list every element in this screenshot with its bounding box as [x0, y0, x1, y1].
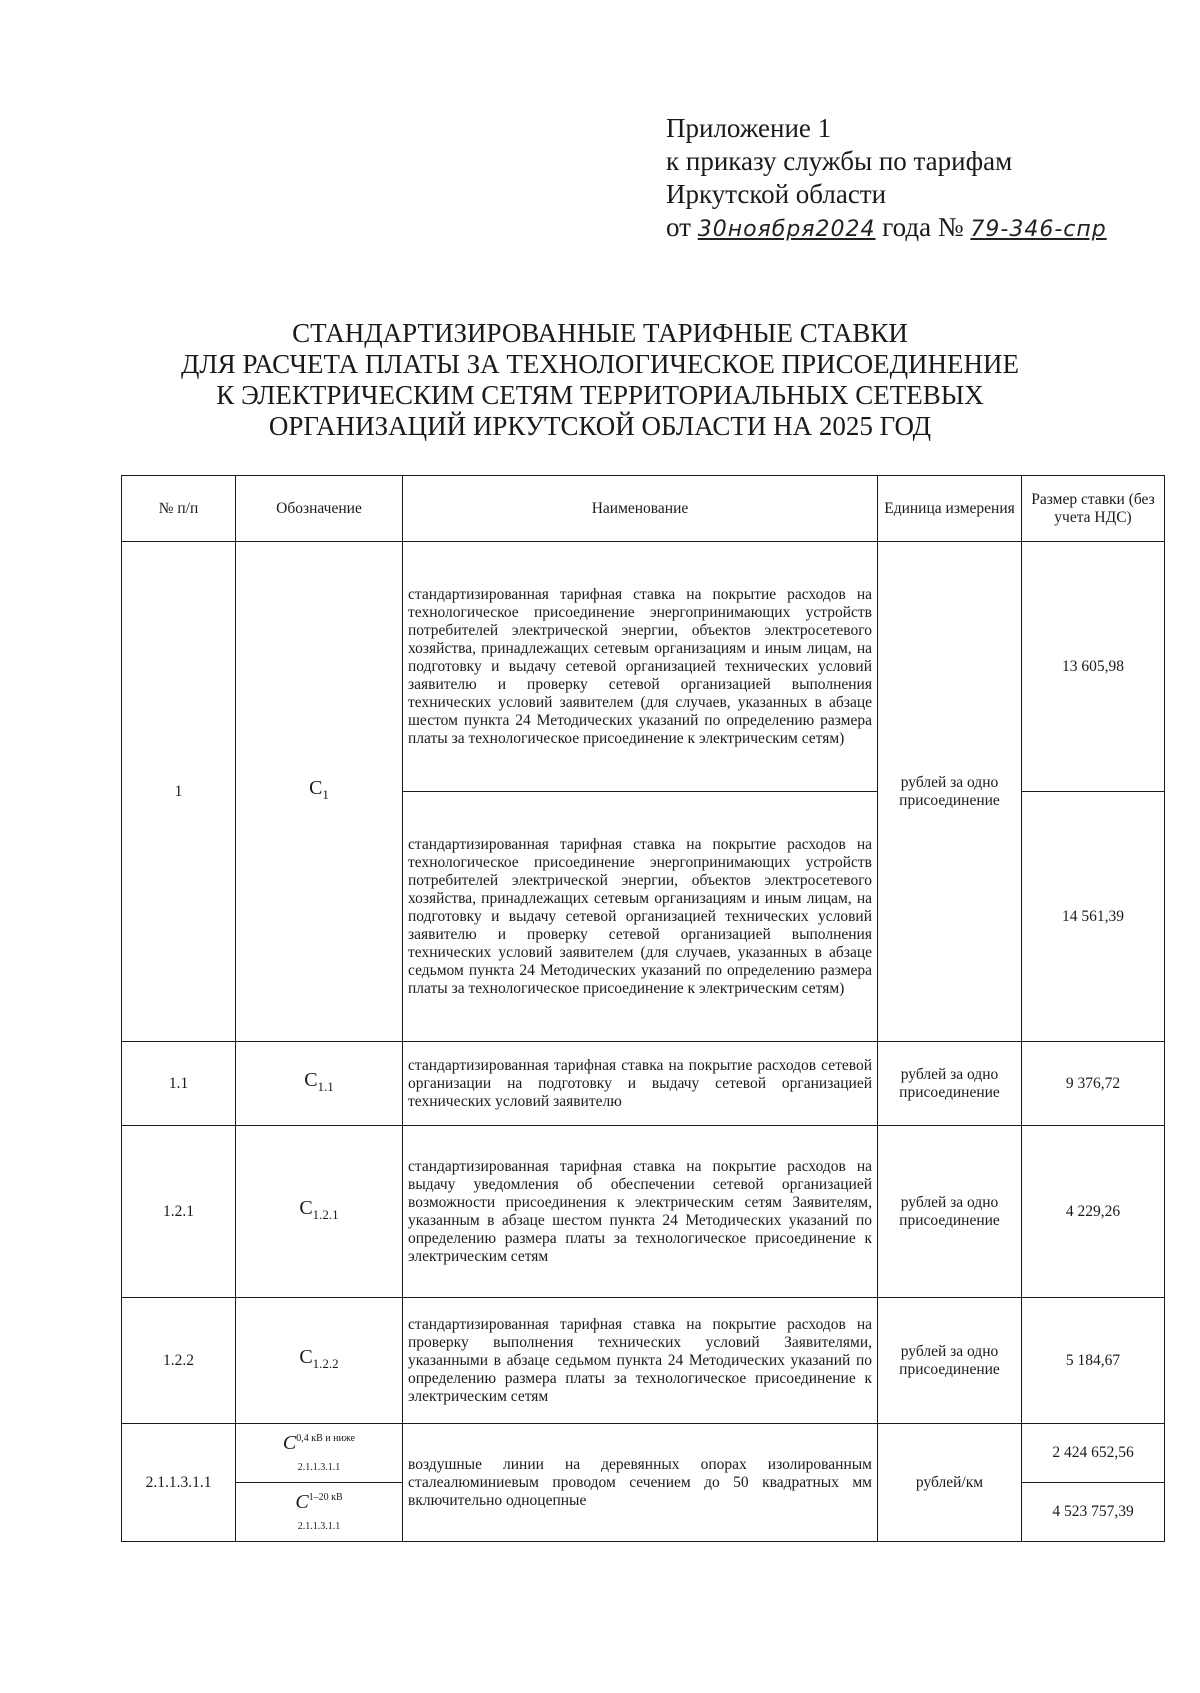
header-num: № п/п	[122, 476, 236, 542]
year-label: года №	[882, 212, 964, 242]
symbol-mid-voltage: $C^{1-20 кВ}$ 2.1.1.3.1.1	[295, 1490, 343, 1532]
title-line-4: ОРГАНИЗАЦИЙ ИРКУТСКОЙ ОБЛАСТИ НА 2025 ГОД	[268, 411, 932, 441]
appendix-line-3: Иркутской области	[666, 179, 887, 209]
handwritten-number: 79-346-спр	[970, 217, 1107, 242]
title-line-2: ДЛЯ РАСЧЕТА ПЛАТЫ ЗА ТЕХНОЛОГИЧЕСКОЕ ПРИСОЕДИНЕНИЕ	[180, 349, 1020, 379]
row-rate: 9 376,72	[1022, 1042, 1165, 1126]
appendix-line-2: к приказу службы по тарифам	[666, 146, 1013, 176]
row-num: 1.2.2	[122, 1298, 236, 1424]
header-unit: Единица измерения	[878, 476, 1022, 542]
table-row	[122, 1298, 1165, 1424]
header-name: Наименование	[403, 476, 878, 542]
row-name: стандартизированная тарифная ставка на покрытие расходов на технологическое присоединение энергопринимающих устройств потребителей электрической энергии, объектов электросетевого хозяйства, принадлежащих сетевым организациям и иным лицам, на подготовку и выдачу сетевой организацией технических условий заявителю и проверку сетевой организацией выполнения технических условий заявителем (для случаев, указанных в абзаце седьмом пункта 24 Методических указаний по определению размера платы за технологическое присоединение к электрическим сетям)	[403, 792, 878, 1042]
table-row	[122, 542, 1165, 792]
row-num: 2.1.1.3.1.1	[122, 1424, 236, 1542]
row-symbol	[236, 1483, 403, 1542]
header-designation: Обозначение	[236, 476, 403, 542]
appendix-line-4	[666, 211, 1107, 246]
table-row	[122, 1042, 1165, 1126]
document-title	[0, 318, 1200, 442]
table-row	[122, 1424, 1165, 1483]
handwritten-date: 30ноября2024	[697, 217, 876, 242]
row-name: стандартизированная тарифная ставка на покрытие расходов сетевой организации на подготовку и выдачу сетевой организацией технических условий заявителю	[403, 1042, 878, 1126]
row-rate: 5 184,67	[1022, 1298, 1165, 1424]
row-num: 1.1	[122, 1042, 236, 1126]
row-unit: рублей/км	[878, 1424, 1022, 1542]
row-symbol: $C_{1.1}$	[236, 1042, 403, 1126]
title-line-1: СТАНДАРТИЗИРОВАННЫЕ ТАРИФНЫЕ СТАВКИ	[292, 318, 908, 348]
row-symbol: $C_{1.2.1}$	[236, 1126, 403, 1298]
appendix-line-1: Приложение 1	[666, 113, 832, 143]
row-rate: 13 605,98	[1022, 542, 1165, 792]
row-unit: рублей за одно присоединение	[878, 542, 1022, 1042]
row-rate: 4 229,26	[1022, 1126, 1165, 1298]
row-unit: рублей за одно присоединение	[878, 1298, 1022, 1424]
appendix-block	[666, 112, 1107, 246]
row-name: стандартизированная тарифная ставка на покрытие расходов на технологическое присоединение энергопринимающих устройств потребителей электрической энергии, объектов электросетевого хозяйства, принадлежащих сетевым организациям и иным лицам, на подготовку и выдачу сетевой организацией технических условий заявителю и проверку сетевой организацией выполнения технических условий заявителем (для случаев, указанных в абзаце шестом пункта 24 Методических указаний по определению размера платы за технологическое присоединение к электрическим сетям)	[403, 542, 878, 792]
row-unit: рублей за одно присоединение	[878, 1126, 1022, 1298]
header-rate: Размер ставки (без учета НДС)	[1022, 476, 1165, 542]
row-name: воздушные линии на деревянных опорах изолированным сталеалюминиевым проводом сечением до 50 квадратных мм включительно одноцепные	[403, 1424, 878, 1542]
row-rate: 14 561,39	[1022, 792, 1165, 1042]
title-line-3: К ЭЛЕКТРИЧЕСКИМ СЕТЯМ ТЕРРИТОРИАЛЬНЫХ СЕТЕВЫХ	[216, 380, 984, 410]
row-rate: 2 424 652,56	[1022, 1424, 1165, 1483]
symbol-low-voltage: $C^{0,4 кВ и ниже}$ 2.1.1.3.1.1	[282, 1431, 356, 1473]
row-symbol: $C_1$	[236, 542, 403, 1042]
from-label: от	[666, 212, 691, 242]
row-num: 1	[122, 542, 236, 1042]
row-name: стандартизированная тарифная ставка на покрытие расходов на проверку выполнения технических условий Заявителями, указанными в абзаце седьмом пункта 24 Методических указаний по определению размера платы за технологическое присоединение к электрическим сетям	[403, 1298, 878, 1424]
tariff-table	[121, 475, 1165, 1542]
table-row	[122, 1126, 1165, 1298]
row-symbol: $C_{1.2.2}$	[236, 1298, 403, 1424]
row-rate: 4 523 757,39	[1022, 1483, 1165, 1542]
row-symbol	[236, 1424, 403, 1483]
table-header-row	[122, 476, 1165, 542]
row-name: стандартизированная тарифная ставка на покрытие расходов на выдачу уведомления об обеспечении сетевой организацией возможности присоединения к электрическим сетям Заявителям, указанным в абзаце шестом пункта 24 Методических указаний по определению размера платы за технологическое присоединение к электрическим сетям	[403, 1126, 878, 1298]
row-unit: рублей за одно присоединение	[878, 1042, 1022, 1126]
row-num: 1.2.1	[122, 1126, 236, 1298]
